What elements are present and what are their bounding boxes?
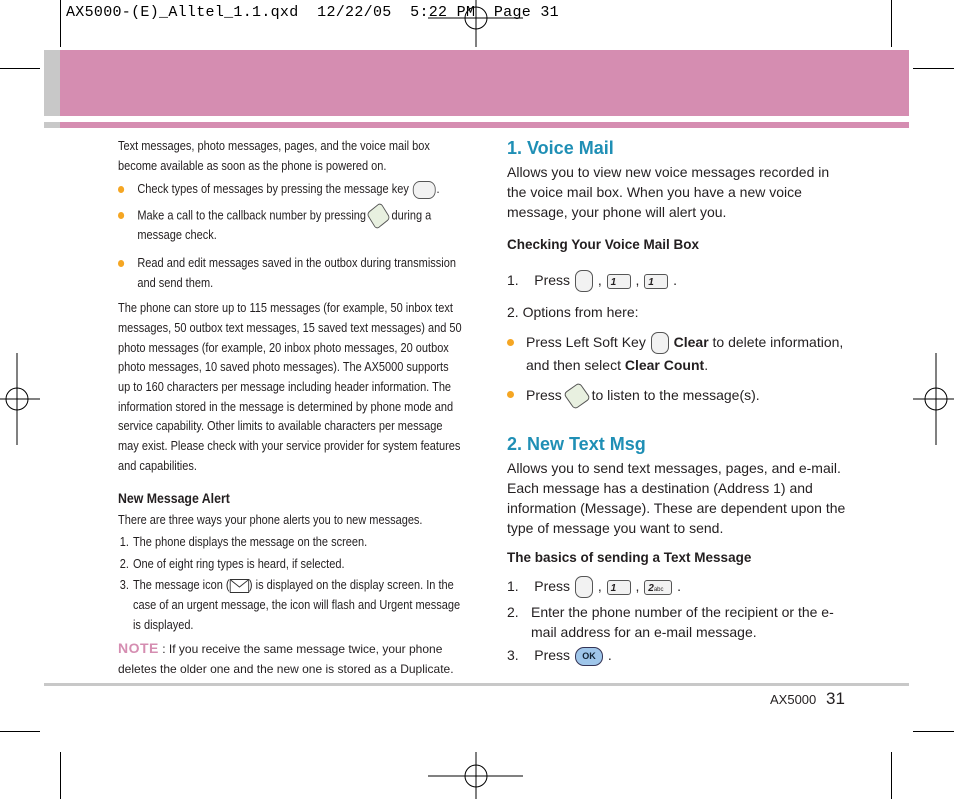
one-key-icon: 1 (607, 274, 631, 289)
bullet-icon (507, 391, 514, 398)
alert-intro: There are three ways your phone alerts you to new messages. (118, 513, 423, 528)
ok-key-icon: OK (575, 647, 603, 666)
voice-mail-title: 1. Voice Mail (507, 138, 614, 158)
voice-mail-step-2: 2. Options from here: (507, 304, 639, 320)
list-item: 2. One of eight ring types is heard, if selected. (119, 556, 345, 571)
list-item: Press Left Soft Key Clear to delete information, and then select Clear Count. (507, 331, 856, 377)
section-heading: The basics of sending a Text Message (507, 550, 752, 565)
two-key-icon: 2abc (644, 580, 672, 595)
divider-bar (60, 122, 909, 128)
note-label: NOTE (118, 640, 159, 656)
new-text-step-3: 3. Press OK . (507, 645, 857, 666)
section-heading: Checking Your Voice Mail Box (507, 237, 700, 252)
voice-mail-intro: Allows you to view new voice messages recorded in the voice mail box. When you have a new voice message, your phone will alert you. (507, 164, 830, 220)
bullet-icon (507, 339, 514, 346)
bullet-icon (118, 212, 124, 219)
bullet-icon (118, 260, 124, 267)
list-item: 3. The message icon ( ) is displayed on the display screen. In the case of an urgent message, the icon will flash and Urgent message is displayed. (119, 578, 461, 632)
section-heading: New Message Alert (118, 489, 230, 506)
footer-rule (44, 683, 909, 686)
list-item: Make a call to the callback number by pressing during a message check. (118, 206, 464, 246)
soft-key-icon (575, 576, 593, 598)
list-item: Read and edit messages saved in the outbox during transmission and send them. (118, 254, 464, 293)
new-text-msg-title: 2. New Text Msg (507, 434, 646, 454)
page-number: 31 (826, 689, 845, 708)
soft-key-icon (651, 332, 669, 354)
voice-mail-step-1: 1. Press , 1 , 1 . (507, 270, 857, 292)
send-key-icon (563, 382, 591, 410)
footer-model: AX5000 (770, 692, 817, 707)
divider-bar-gray (44, 122, 60, 128)
list-item: Press to listen to the message(s). (507, 385, 856, 406)
send-key-icon (367, 202, 392, 230)
one-key-icon: 1 (644, 274, 668, 289)
print-slug: AX5000-(E)_Alltel_1.1.qxd 12/22/05 5:22 PM Page 31 (66, 4, 559, 21)
header-band (60, 50, 909, 116)
list-item: 1. The phone displays the message on the screen. (119, 534, 368, 549)
storage-text: The phone can store up to 115 messages (for example, 50 inbox text messages, 50 outbox text messages, 15 saved text messages) and 50 photo messages (for example, 20 inbox photo messages, 20 outbox photo messages, 10 saved photo messages). The AX5000 supports up to 160 characters per message including header information. The information stored in the message is determined by phone mode and service capability. Other limits to available characters per message may exist. Please check with your service provider for system features and capabilities. (118, 301, 462, 473)
list-item: Check types of messages by pressing the message key . (118, 180, 464, 200)
left-column (118, 137, 464, 635)
bullet-icon (118, 186, 124, 193)
soft-key-icon (575, 270, 593, 292)
new-text-step-2: 2. Enter the phone number of the recipient or the e-mail address for an e-mail message. (507, 604, 834, 640)
note-text: : If you receive the same message twice, your phone deletes the older one and the new one is stored as a Duplicate. (118, 642, 454, 676)
new-text-step-1: 1. Press , 1 , 2abc . (507, 576, 857, 598)
envelope-icon (230, 579, 249, 593)
header-band-gray (44, 50, 60, 116)
intro-text: Text messages, photo messages, pages, and the voice mail box become available as soon as the phone is powered on. (118, 139, 430, 173)
one-key-icon: 1 (607, 580, 631, 595)
new-text-msg-intro: Allows you to send text messages, pages, and e-mail. Each message has a destination (Address 1) and information (Message). These are dependent upon the type of message you want to send. (507, 460, 846, 536)
message-key-icon (413, 181, 436, 199)
note-block (118, 638, 463, 679)
